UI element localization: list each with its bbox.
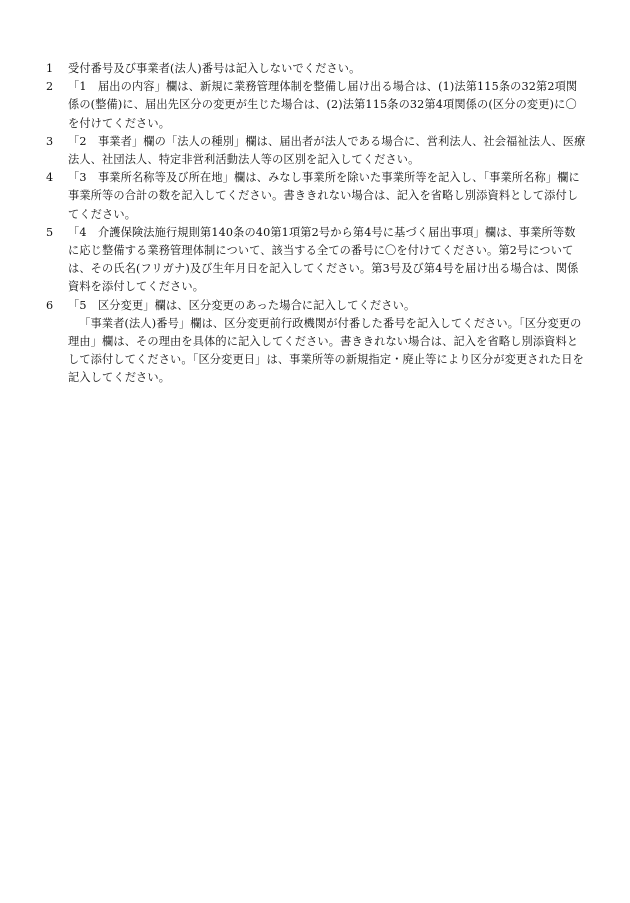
note-item-5 [46,224,586,297]
note-text: 受付番号及び事業者(法人)番号は記入しないでください。 [68,62,361,75]
note-item-2 [46,78,586,133]
notes-list [46,60,586,388]
note-number: 1 [46,62,54,75]
note-number: 4 [46,171,54,185]
note-text: 「3 事業所名称等及び所在地」欄は、みなし事業所を除いた事業所等を記入し、「事業所名称」欄に事業所等の合計の数を記入してください。書ききれない場合は、記入を省略し別添資料として添付してください。 [68,171,580,221]
note-text: 「1 届出の内容」欄は、新規に業務管理体制を整備し届け出る場合は、(1)法第115条の32第2項関係の(整備)に、届出先区分の変更が生じた場合は、(2)法第115条の32第4項関係の(区分の変更)に〇を付けてください。 [68,80,578,130]
note-text: 「4 介護保険法施行規則第140条の40第1項第2号から第4号に基づく届出事項」欄は、事業所等数に応じ整備する業務管理体制について、該当する全ての番号に〇を付けてください。第2号については、その氏名(フリガナ)及び生年月日を記入してください。第3号及び第4号を届け出る場合は、関係資料を添付してください。 [68,225,579,294]
note-subtext: 「事業者(法人)番号」欄は、区分変更前行政機関が付番した番号を記入してください。「区分変更の理由」欄は、その理由を具体的に記入してください。書ききれない場合は、記入を省略し別添資料として添付してください。「区分変更日」は、事業所等の新規指定・廃止等により区分が変更された日を記入してください。 [68,316,584,385]
note-text: 「2 事業者」欄の「法人の種別」欄は、届出者が法人である場合に、営利法人、社会福祉法人、医療法人、社団法人、特定非営利活動法人等の区別を記入してください。 [68,134,586,167]
note-item-4 [46,169,586,224]
note-number: 2 [46,80,54,94]
note-text: 「5 区分変更」欄は、区分変更のあった場合に記入してください。 [68,298,416,312]
note-number: 5 [46,225,54,239]
note-item-3 [46,133,586,169]
note-number: 3 [46,134,54,148]
note-item-6 [46,297,586,315]
note-number: 6 [46,298,54,312]
note-item-1 [46,60,586,78]
